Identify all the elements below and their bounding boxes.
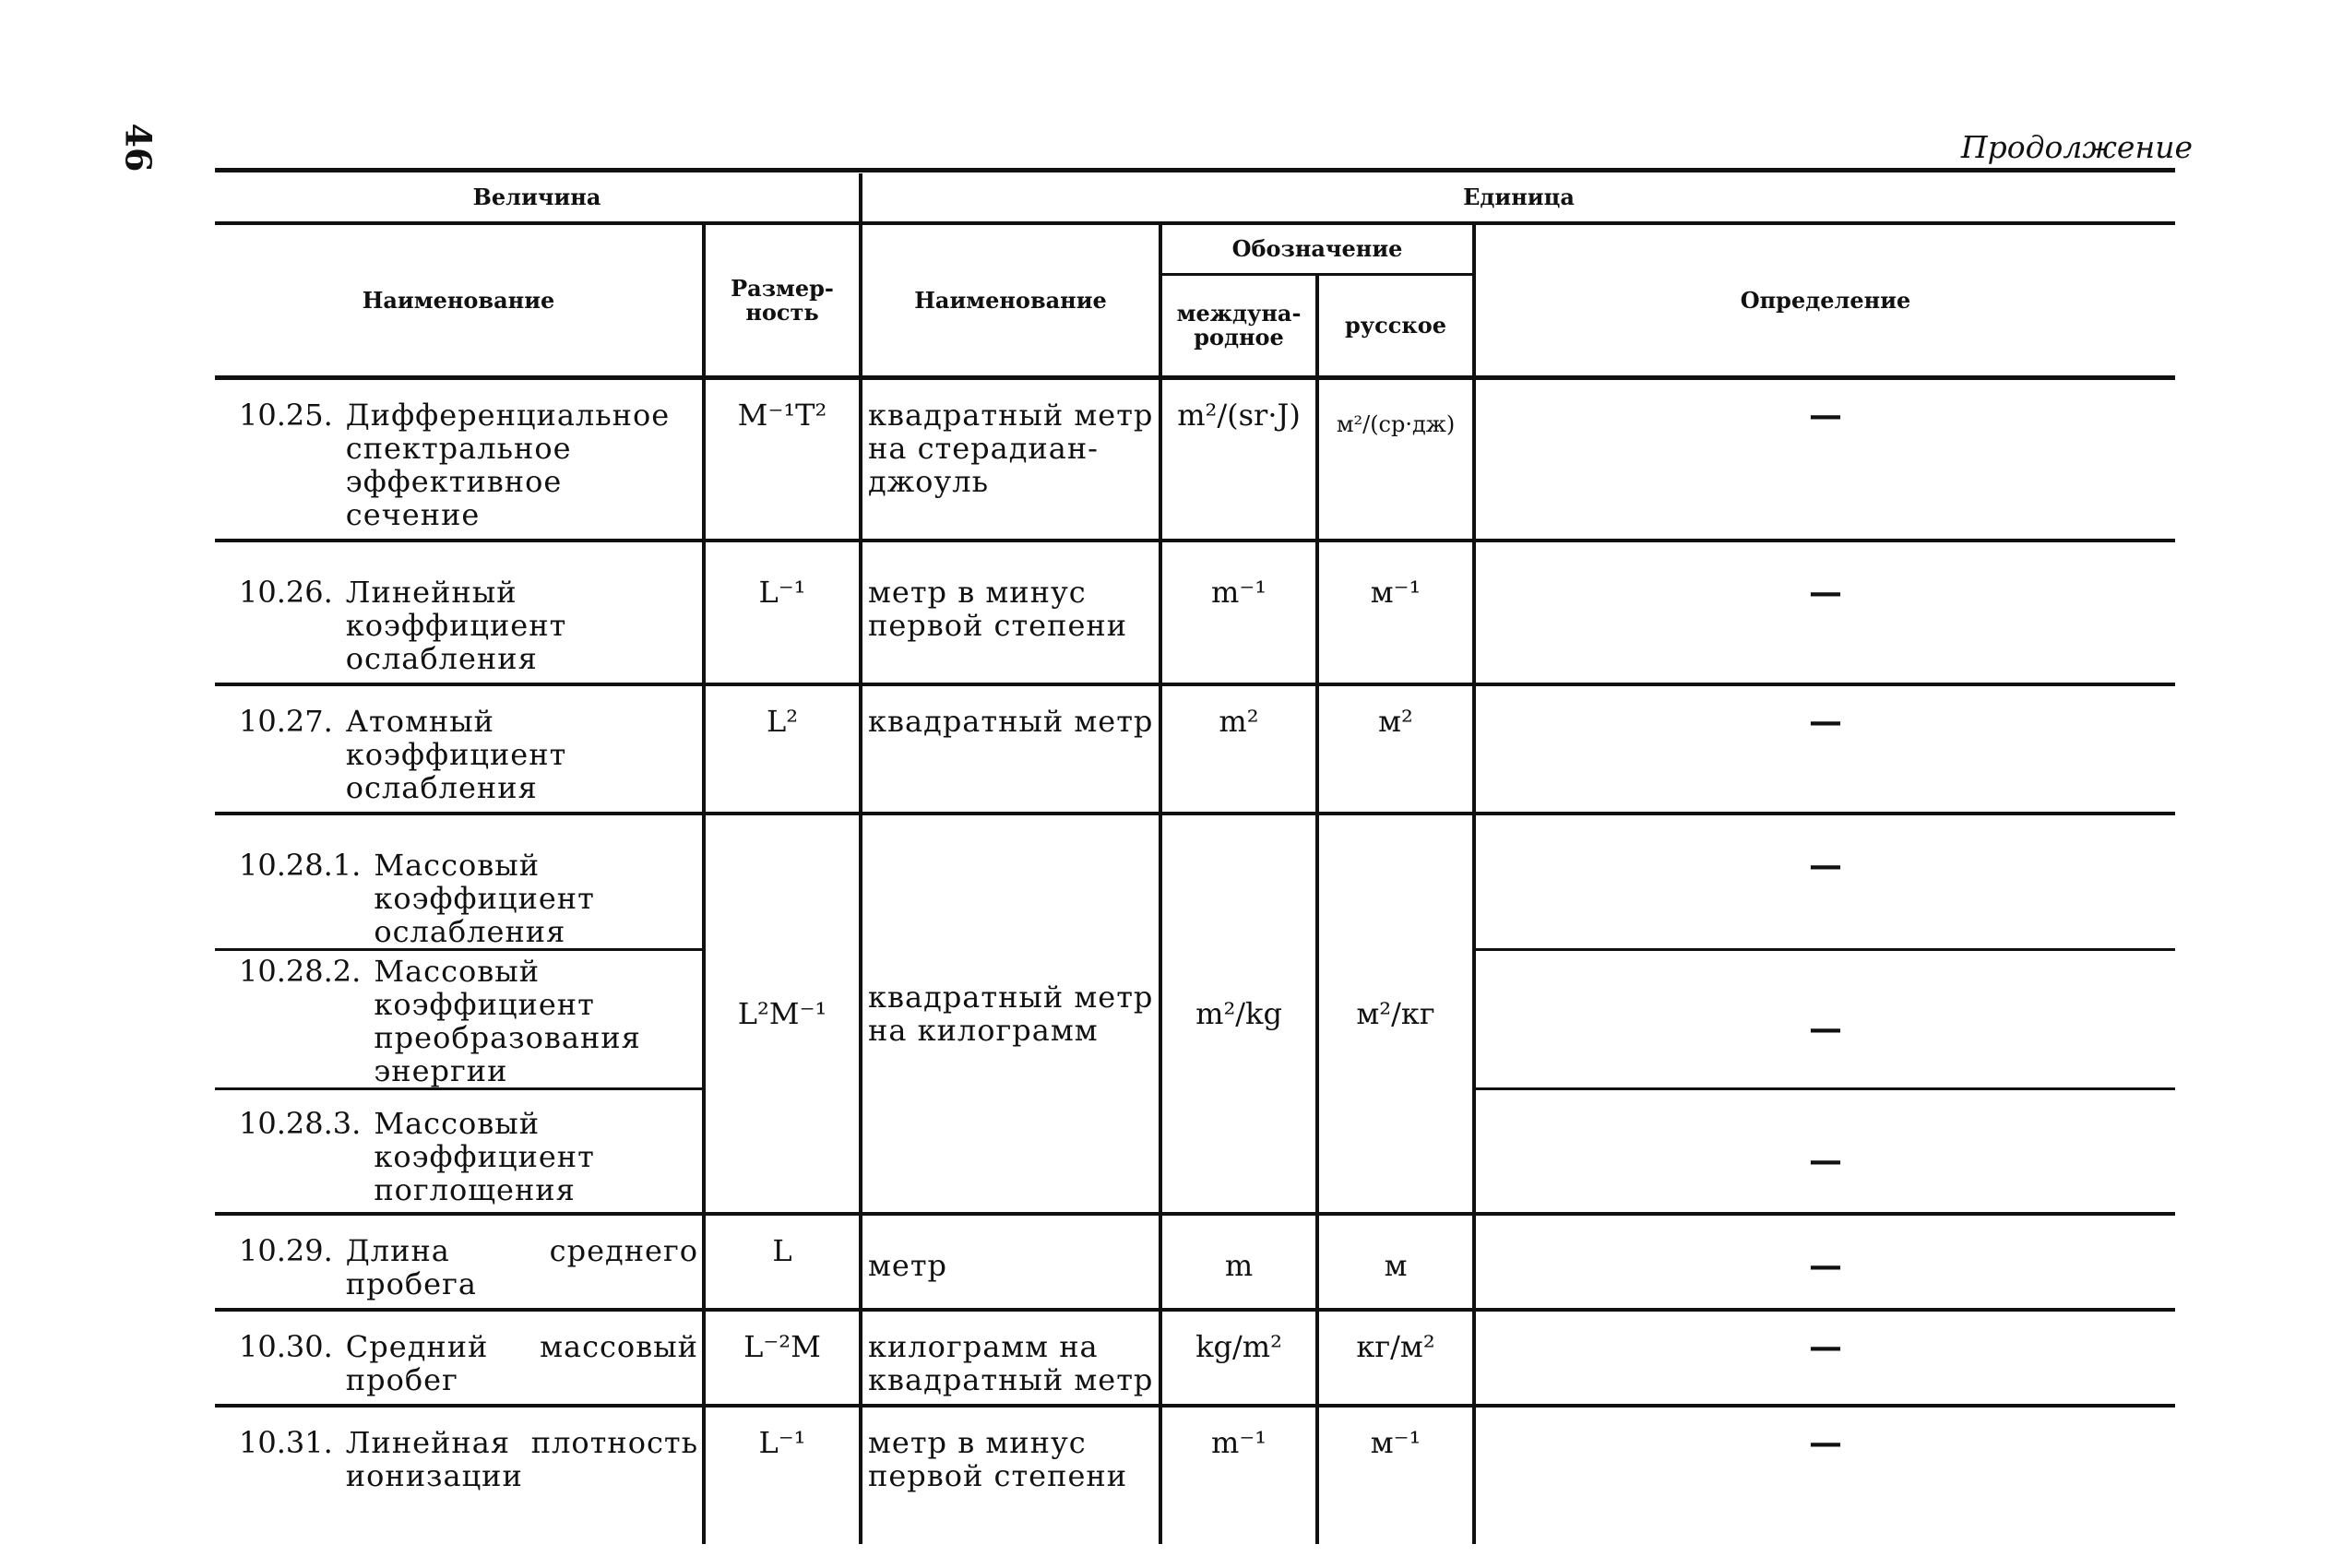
- header-unit: Единица: [861, 173, 2175, 223]
- rus-symbol-cell: м⁻¹: [1317, 540, 1474, 684]
- unit-name-cell: метр: [861, 1214, 1160, 1310]
- definition-cell: —: [1474, 540, 2175, 684]
- unit-name-cell: килограмм на квадратный метр: [861, 1310, 1160, 1406]
- table-row: [215, 1406, 2175, 1544]
- rus-symbol-cell: кг/м²: [1317, 1310, 1474, 1406]
- intl-symbol-cell: m²: [1160, 684, 1317, 814]
- definition-cell: —: [1474, 814, 2175, 950]
- table-row: [215, 378, 2175, 541]
- header-designation: Обозначение: [1160, 223, 1474, 275]
- row-number: 10.27.: [239, 704, 333, 739]
- definition-cell: —: [1474, 378, 2175, 541]
- intl-symbol-cell: m⁻¹: [1160, 1406, 1317, 1544]
- intl-symbol-cell: kg/m²: [1160, 1310, 1317, 1406]
- dimension-cell: L²M⁻¹: [704, 814, 861, 1214]
- row-number: 10.26.: [239, 575, 333, 610]
- header-quantity: Величина: [215, 173, 861, 223]
- header-international: междуна-родное: [1160, 275, 1317, 378]
- dimension-cell: L⁻¹: [704, 540, 861, 684]
- rus-symbol-cell: м⁻¹: [1317, 1406, 1474, 1544]
- top-rule: [215, 168, 2175, 172]
- quantity-name: Массовый коэффициент поглощения: [374, 1106, 595, 1207]
- continuation-label: Продолжение: [1960, 129, 2193, 165]
- header-russian: русское: [1317, 275, 1474, 378]
- intl-symbol-cell: m: [1160, 1214, 1317, 1310]
- header-dimension: Размер-ность: [704, 223, 861, 378]
- unit-name-cell: квадратный метр: [861, 684, 1160, 814]
- row-number: 10.30.: [239, 1329, 333, 1364]
- definition-cell: —: [1474, 950, 2175, 1089]
- table-row: [215, 540, 2175, 684]
- intl-symbol-cell: m⁻¹: [1160, 540, 1317, 684]
- quantity-name: Массовый коэффициент ослабления: [374, 848, 595, 949]
- dimension-cell: L⁻¹: [704, 1406, 861, 1544]
- definition-cell: —: [1474, 1214, 2175, 1310]
- dimension-cell: L⁻²M: [704, 1310, 861, 1406]
- intl-symbol-cell: m²/kg: [1160, 814, 1317, 1214]
- quantity-name: Атомный коэффициент ослабления: [345, 704, 567, 805]
- unit-name-cell: метр в минус первой степени: [861, 1406, 1160, 1544]
- row-number: 10.29.: [239, 1233, 333, 1268]
- intl-symbol-cell: m²/(sr·J): [1160, 378, 1317, 541]
- quantity-name: Средний массовый пробег: [345, 1329, 698, 1397]
- unit-name-cell: квадратный метр на стерадиан-джоуль: [861, 378, 1160, 541]
- definition-cell: —: [1474, 1310, 2175, 1406]
- rus-symbol-cell: м²: [1317, 684, 1474, 814]
- table-row: [215, 814, 2175, 950]
- quantity-name: Линейная плотность ионизации: [345, 1425, 698, 1493]
- definition-cell: —: [1474, 684, 2175, 814]
- quantity-name: Дифференциальное спектральное эффективное сечение: [345, 398, 671, 532]
- units-table: [215, 173, 2175, 1544]
- row-number: 10.28.2.: [239, 954, 362, 989]
- row-number: 10.28.1.: [239, 848, 362, 883]
- table-row: [215, 1310, 2175, 1406]
- table-row: [215, 1214, 2175, 1310]
- rus-symbol-cell: м²/(ср·дж): [1317, 378, 1474, 541]
- definition-cell: —: [1474, 1089, 2175, 1215]
- page-number: 46: [117, 123, 160, 172]
- rus-symbol-cell: м: [1317, 1214, 1474, 1310]
- row-number: 10.25.: [239, 398, 333, 433]
- rus-symbol-cell: м²/кг: [1317, 814, 1474, 1214]
- unit-name-cell: квадратный метр на килограмм: [861, 814, 1160, 1214]
- definition-cell: —: [1474, 1406, 2175, 1544]
- header-quantity-name: Наименование: [215, 223, 704, 378]
- table-row: [215, 684, 2175, 814]
- header-unit-name: Наименование: [861, 223, 1160, 378]
- dimension-cell: L²: [704, 684, 861, 814]
- dimension-cell: M⁻¹T²: [704, 378, 861, 541]
- quantity-name: Длина среднего пробега: [345, 1233, 698, 1301]
- header-definition: Определение: [1474, 223, 2175, 378]
- row-number: 10.28.3.: [239, 1106, 362, 1141]
- quantity-name: Линейный коэффициент ослабления: [345, 575, 567, 676]
- dimension-cell: L: [704, 1214, 861, 1310]
- quantity-name: Массовый коэффициент преобразования энергии: [374, 954, 641, 1088]
- unit-name-cell: метр в минус первой степени: [861, 540, 1160, 684]
- row-number: 10.31.: [239, 1425, 333, 1460]
